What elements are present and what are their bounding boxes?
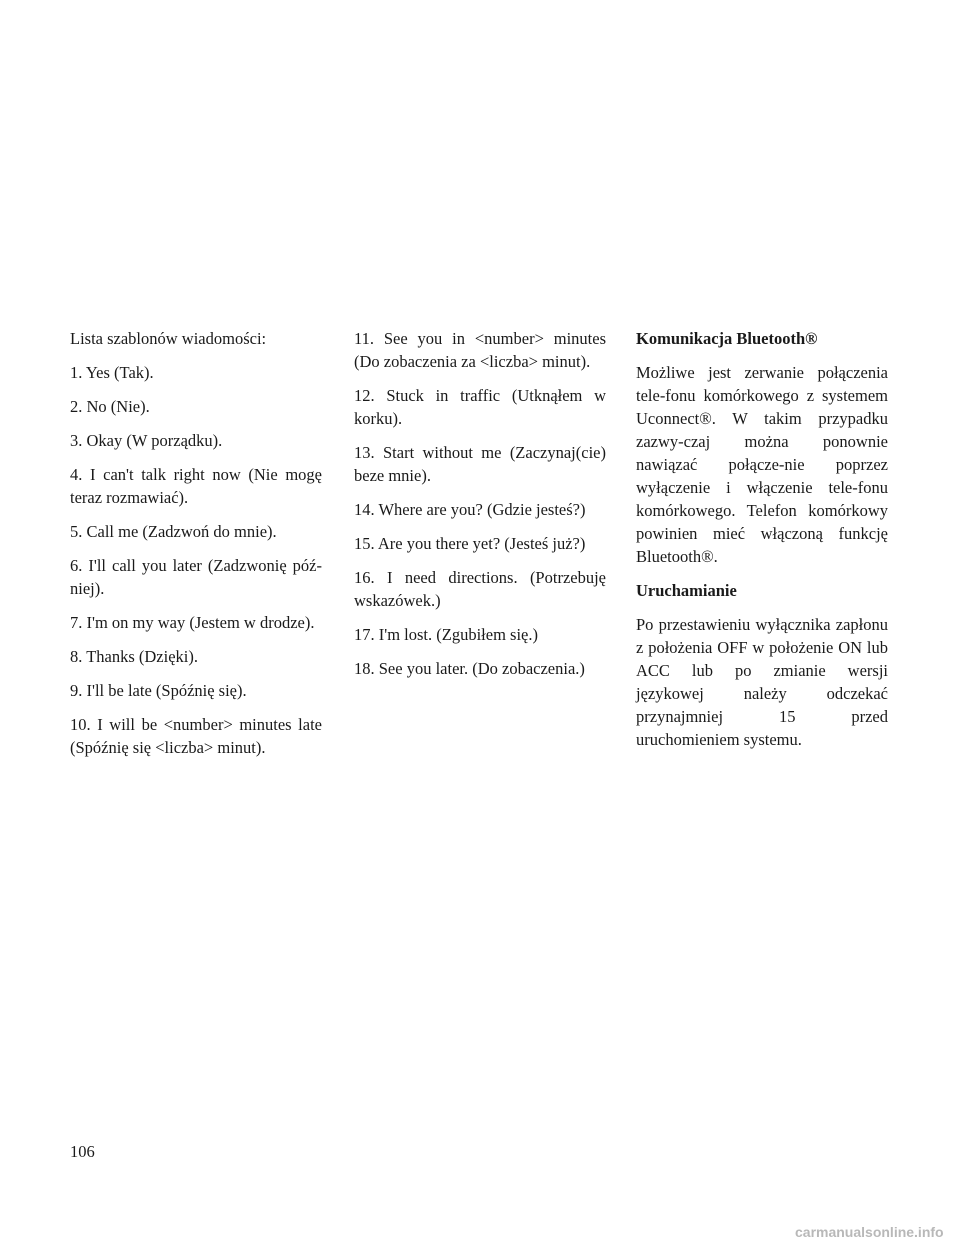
list-item: 15. Are you there yet? (Jesteś już?) [354,534,586,553]
list-item: 5. Call me (Zadzwoń do mnie). [70,522,277,541]
section-heading-bluetooth: Komunikacja Bluetooth® [636,329,818,348]
list-item: 14. Where are you? (Gdzie jesteś?) [354,500,586,519]
paragraph-startup: Po przestawieniu wyłącznika zapłonu z położenia OFF w położenie ON lub ACC lub po zmianie wersji językowej należy odczekać przynajmniej 15 przed uruchomieniem systemu. [636,615,888,749]
list-item: 11. See you in <number> minutes (Do zobaczenia za <liczba> minut). [354,329,606,371]
list-item: 17. I'm lost. (Zgubiłem się.) [354,625,538,644]
page-number: 106 [70,1142,95,1161]
list-item: 9. I'll be late (Spóźnię się). [70,681,247,700]
list-item: 4. I can't talk right now (Nie mogę teraz rozmawiać). [70,465,322,507]
watermark: carmanualsonline.info [795,1224,944,1240]
list-item: 12. Stuck in traffic (Utknąłem w korku). [354,386,606,428]
list-item: 10. I will be <number> minutes late (Spóźnię się <liczba> minut). [70,715,322,757]
list-item: 6. I'll call you later (Zadzwonię póź-niej). [70,556,322,598]
column-left [70,327,322,770]
list-item: 16. I need directions. (Potrzebuję wskazówek.) [354,568,606,610]
section-heading-startup: Uruchamianie [636,581,737,600]
column-middle [354,327,606,691]
list-item: 2. No (Nie). [70,397,150,416]
list-item: 13. Start without me (Zaczynaj(cie) beze mnie). [354,443,606,485]
list-item: 18. See you later. (Do zobaczenia.) [354,659,585,678]
column-right [636,327,888,762]
list-item: 3. Okay (W porządku). [70,431,223,450]
list-item: 8. Thanks (Dzięki). [70,647,198,666]
list-intro: Lista szablonów wiadomości: [70,329,267,348]
paragraph-bluetooth: Możliwe jest zerwanie połączenia tele-fonu komórkowego z systemem Uconnect®. W takim przypadku zazwy-czaj można ponownie nawiązać połącze-nie poprzez wyłączenie i włączenie tele-fonu komórkowego. Telefon komórkowy powinien mieć włączoną funkcję Bluetooth®. [636,363,888,566]
list-item: 1. Yes (Tak). [70,363,154,382]
list-item: 7. I'm on my way (Jestem w drodze). [70,613,315,632]
